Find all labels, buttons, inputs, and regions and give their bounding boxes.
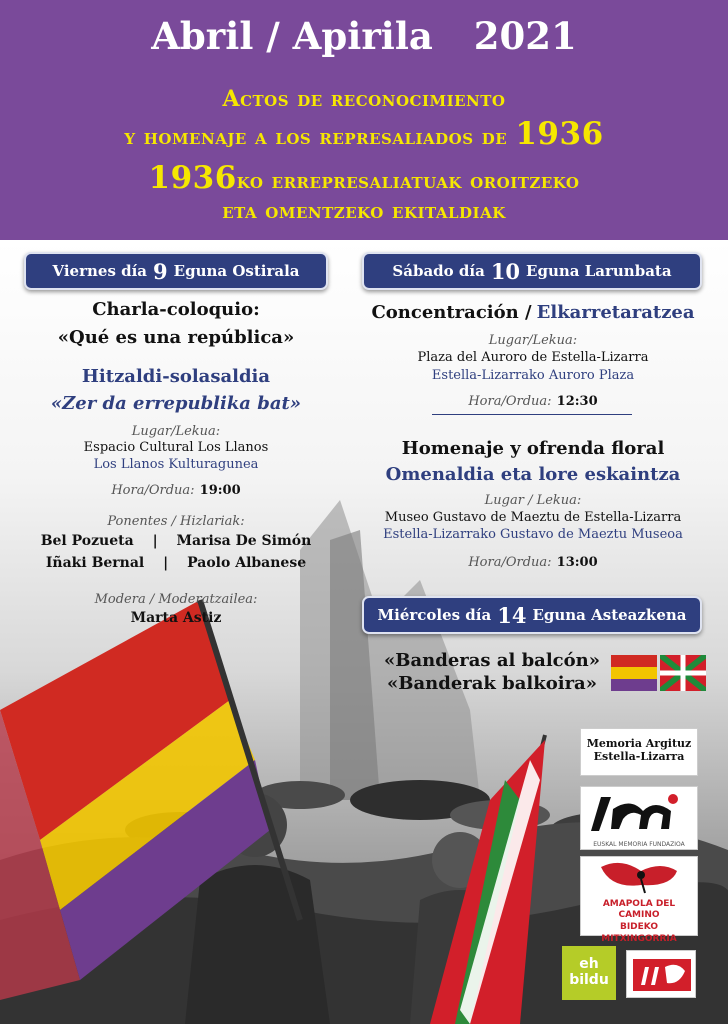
wednesday-line-1: «Banderas al balcón» [384, 650, 600, 671]
saturday-event-1-time-row [352, 390, 714, 409]
friday-time-row [18, 479, 334, 498]
friday-title-3: Hitzaldi-solasaldia [81, 366, 271, 387]
speaker-3: Iñaki Bernal [45, 555, 145, 571]
header-line-2-text: y homenaje a los represaliados de [124, 124, 508, 150]
amapola-word-1: AMAPOLA [602, 899, 653, 909]
eh-bildu-text-1: eh [579, 956, 599, 972]
header-line-2-year: 1936 [515, 116, 604, 152]
friday-speakers-label: Ponentes / Hizlariak: [107, 514, 245, 529]
euskal-memoria-text: EUSKAL MEMORIA FUNDAZIOA [593, 841, 685, 848]
euskal-memoria-logo [580, 786, 698, 850]
saturday-event-1-time: 12:30 [556, 394, 598, 409]
saturday-event-1-title-eu: Elkarretaratzea [536, 302, 695, 323]
poppy-icon [581, 857, 699, 895]
month-label: Abril / Apirila [151, 14, 433, 58]
speaker-separator-1: | [152, 533, 158, 549]
friday-column [18, 0, 334, 1024]
eh-bildu-logo [562, 946, 616, 1000]
friday-speakers-row-1 [18, 533, 334, 549]
euskal-memoria-mark-icon [581, 787, 699, 837]
memoria-line-1: Memoria Argituz [586, 737, 692, 750]
memoria-line-2: Estella-Lizarra [593, 750, 685, 763]
iu-mark-icon [627, 951, 697, 999]
friday-time: 19:00 [199, 483, 241, 498]
speaker-2: Marisa De Simón [176, 533, 312, 549]
saturday-event-2-time-label: Hora/Ordua: [468, 555, 552, 570]
wednesday-pill-pre: Miércoles día [377, 606, 492, 624]
year-label: 2021 [473, 14, 577, 58]
friday-moderator-label: Modera / Moderatzailea: [94, 592, 258, 607]
izquierda-unida-logo [626, 950, 696, 998]
friday-place-es: Espacio Cultural Los Llanos [83, 440, 269, 455]
saturday-event-1-place-eu: Estella-Lizarrako Auroro Plaza [431, 368, 635, 383]
friday-pill-pre: Viernes día [52, 262, 148, 280]
amapola-word-2: DEL CAMINO [618, 899, 676, 920]
friday-moderator: Marta Astiz [130, 610, 222, 626]
amapola-text-2 [581, 921, 697, 945]
amapola-word-4: MITXINGORRIA [601, 934, 677, 944]
saturday-event-1-time-label: Hora/Ordua: [468, 394, 552, 409]
saturday-event-1-place-label: Lugar/Lekua: [488, 333, 578, 348]
saturday-event-2-title-es: Homenaje y ofrenda floral [401, 438, 665, 459]
saturday-event-1-place-es: Plaza del Auroro de Estella-Lizarra [417, 350, 649, 365]
friday-pill-num: 9 [153, 258, 168, 284]
wednesday-pill-post: Eguna Asteazkena [532, 606, 687, 624]
memoria-argituz-logo [580, 728, 698, 776]
wednesday-date-pill [362, 596, 702, 634]
saturday-divider [432, 414, 632, 415]
eh-bildu-text-2: bildu [569, 972, 609, 988]
saturday-event-2-time: 13:00 [556, 555, 598, 570]
saturday-event-1-title-es: Concentración / [371, 302, 532, 323]
friday-title-1: Charla-coloquio: [92, 299, 260, 320]
header-line-3-year: 1936 [148, 160, 237, 196]
saturday-event-1-title [352, 302, 714, 323]
friday-time-label: Hora/Ordua: [111, 483, 195, 498]
saturday-event-2-place-eu: Estella-Lizarrako Gustavo de Maeztu Museoa [383, 527, 683, 542]
friday-speakers-row-2 [18, 555, 334, 571]
amapola-word-3: BIDEKO [619, 922, 659, 932]
speaker-1: Bel Pozueta [40, 533, 134, 549]
wednesday-text [372, 650, 612, 694]
speaker-separator-2: | [163, 555, 169, 571]
friday-place-eu: Los Llanos Kulturagunea [93, 457, 259, 472]
ikurrina-flag-icon [660, 655, 706, 691]
friday-title-4: «Zer da errepublika bat» [50, 393, 302, 414]
saturday-event-2-place-es: Museo Gustavo de Maeztu de Estella-Lizarra [384, 510, 682, 525]
amapola-text-1 [581, 899, 697, 921]
wednesday-line-2: «Banderak balkoira» [387, 673, 597, 694]
friday-pill-post: Eguna Ostirala [173, 262, 300, 280]
header-line-1: Actos de reconocimiento [222, 86, 506, 112]
friday-title-2: «Qué es una república» [57, 327, 295, 348]
saturday-event-2-place-label: Lugar / Lekua: [484, 493, 582, 508]
saturday-pill-num: 10 [490, 258, 521, 284]
amapola-del-camino-logo [580, 856, 698, 944]
header-line-3-text: ko errepresaliatuak oroitzeko [236, 168, 580, 194]
saturday-pill-pre: Sábado día [392, 262, 485, 280]
wednesday-pill-num: 14 [497, 602, 527, 628]
speaker-4: Paolo Albanese [187, 555, 307, 571]
header-line-4: eta omentzeko ekitaldiak [222, 198, 506, 224]
saturday-event-2-title-eu: Omenaldia eta lore eskaintza [385, 464, 681, 485]
republican-flag-icon [611, 655, 657, 691]
saturday-pill-post: Eguna Larunbata [526, 262, 672, 280]
friday-place-label: Lugar/Lekua: [131, 424, 221, 439]
saturday-event-2-time-row [352, 551, 714, 570]
